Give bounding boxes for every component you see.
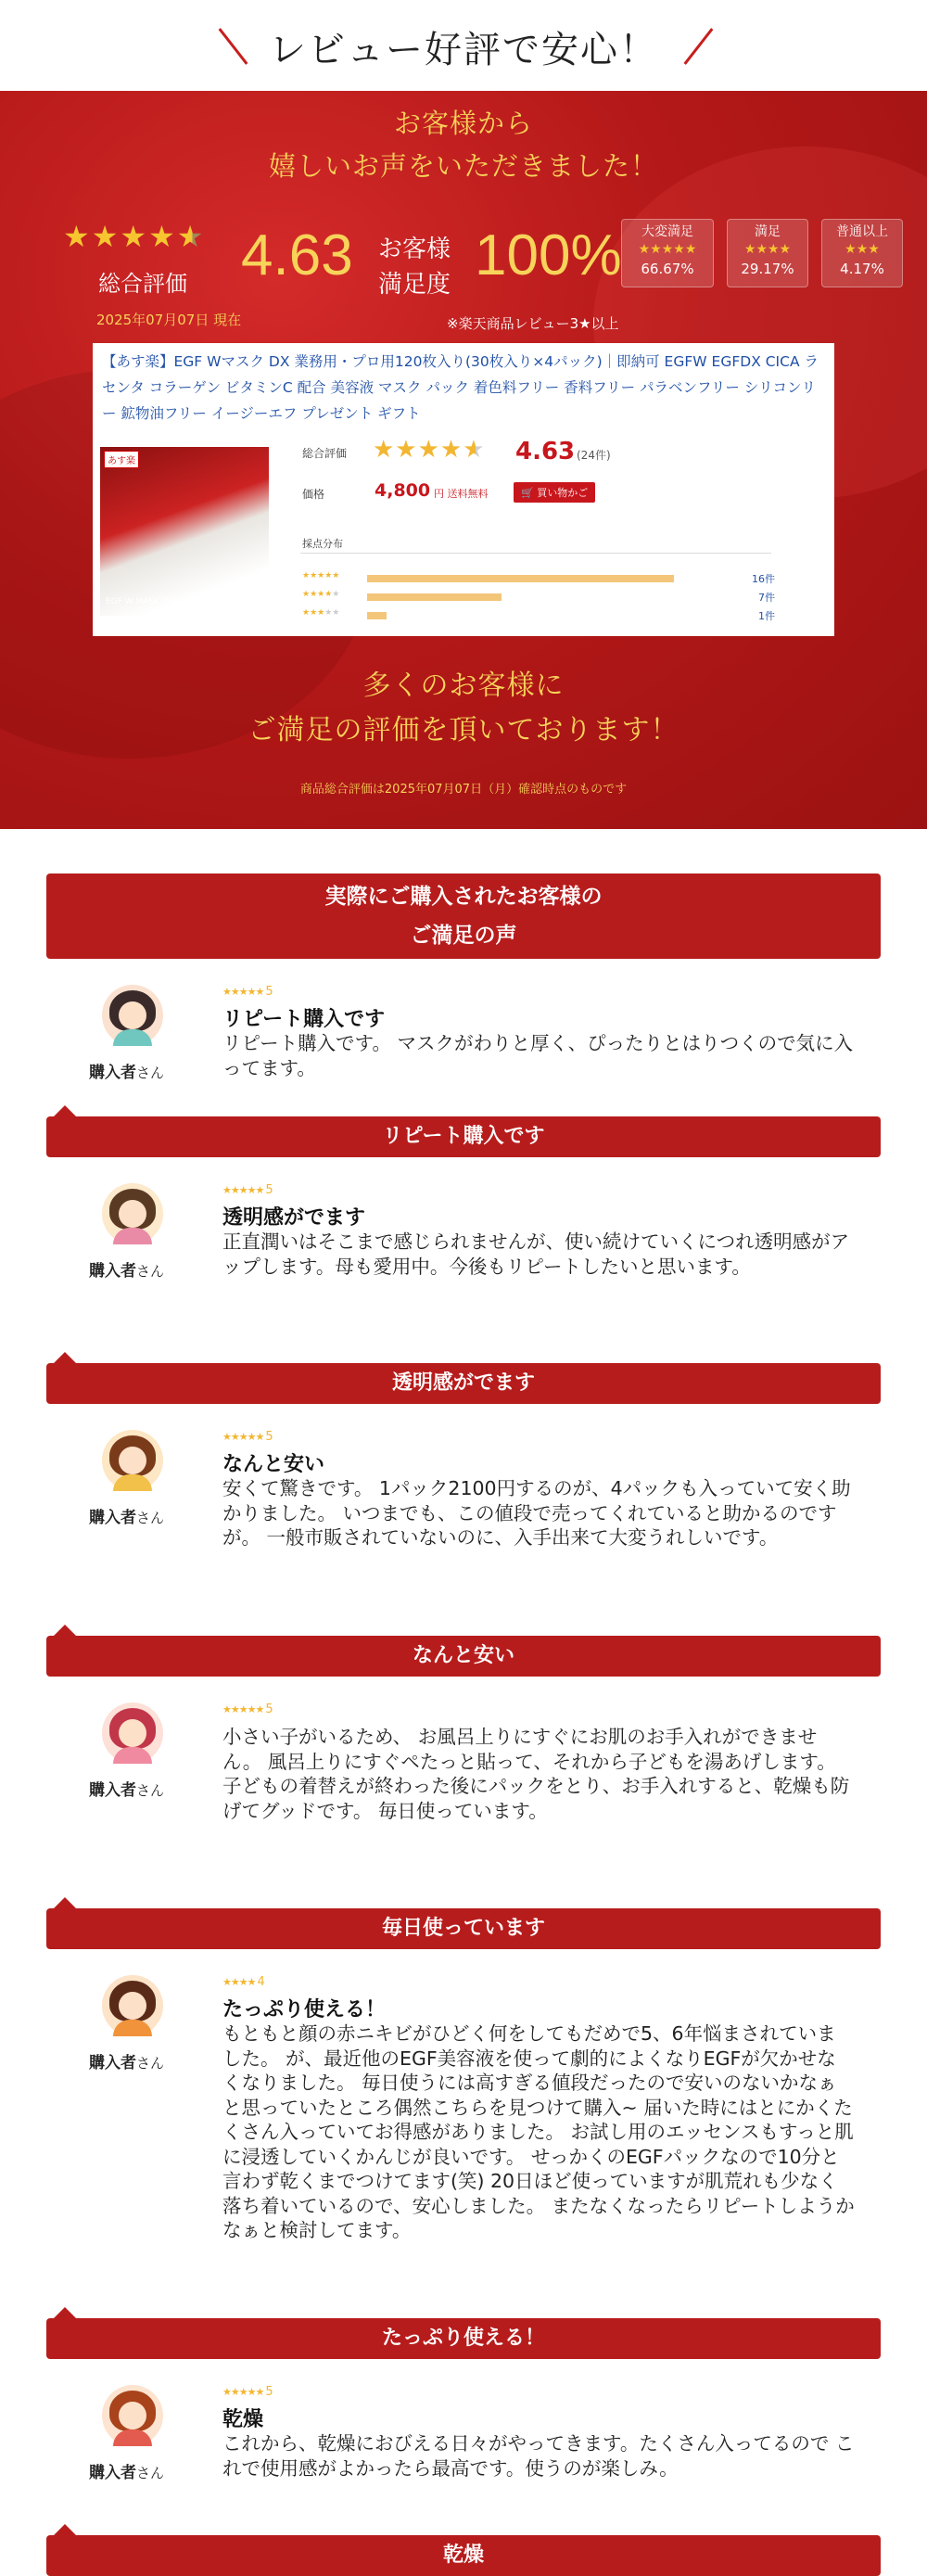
review-stars-icon: ★★★★★ 5: [222, 985, 273, 999]
satisfaction-label-line1: お客様: [378, 236, 451, 263]
avatar-face: [119, 2402, 146, 2429]
breakdown-box: [821, 219, 903, 287]
review-item: [46, 1975, 881, 2359]
average-rating: 4.63: [241, 223, 353, 287]
review-title: リピート購入です: [222, 1008, 386, 1031]
review-rating: 5: [265, 1702, 273, 1716]
satisfaction-value: 100%: [475, 223, 622, 287]
review-stars-icon: ★★★★★ 5: [222, 1702, 273, 1716]
distribution-stars-icon: ★★★★★: [302, 608, 340, 618]
review-stars-icon: ★★★★ 4: [222, 1975, 265, 1989]
satisfaction-note: ※楽天商品レビュー3★以上: [447, 315, 619, 332]
buyer-label: 購入者: [89, 1262, 136, 1281]
avatar-face: [119, 1200, 146, 1228]
buyer-suffix: さん: [136, 2055, 165, 2072]
buyer-label: 購入者: [89, 2464, 136, 2482]
distribution-bar-fill: [367, 575, 674, 582]
buyer-name: [89, 2459, 164, 2482]
add-to-cart-button[interactable]: 🛒 買い物かご: [514, 482, 595, 503]
hero-subtitle: [0, 664, 927, 753]
buyer-label: 購入者: [89, 1781, 136, 1800]
buyer-suffix: さん: [136, 1065, 165, 1081]
shipping-note: 円 送料無料: [434, 488, 489, 500]
distribution-bar: [367, 575, 701, 582]
divider: [300, 553, 771, 554]
avatar-body: [113, 1747, 152, 1764]
distribution-label: 採点分布: [302, 538, 343, 550]
overall-label: 総合評価: [98, 271, 187, 297]
review-body: もともと顔の赤ニキビがひどく何をしてもだめで5、6年悩まされていました。 が、最近他のEGF美容液を使って劇的によくなりEGFが欠かせなくなりました。 毎日使うには高すぎる値段だったので安いのないかなぁと思っていたところ偶然こちらを見つけて購入~ 届いた時にはとにかくたくさん入っていてお得感がありました。 お試し用のエッセンスもすっと肌に浸透していくかんじが良いです。 せっかくのEGFパックなので10分と言わず乾くまでつけてます(笑) 20日ほど使っていますが肌荒れも少なく落ち着いているので、安心しました。 またなくなったらリピートしようかなぁと検討してます。: [222, 2022, 855, 2241]
review-item: [46, 2385, 881, 2576]
avatar: [102, 2385, 163, 2446]
review-rating: 5: [265, 2385, 273, 2399]
breakdown-box: [621, 219, 714, 287]
buyer-name: [89, 1504, 164, 1527]
review-stars-icon: ★★★★★ 5: [222, 1430, 273, 1444]
buyer-suffix: さん: [136, 1510, 165, 1526]
avatar-body: [113, 1228, 152, 1244]
review-body: リピート購入です。 マスクがわりと厚く、ぴったりとはりつくので気に入ってます。: [222, 1032, 854, 1079]
hero-note: 商品総合評価は2025年07月07日（月）確認時点のものです: [299, 783, 628, 797]
review-rating: 4: [257, 1975, 265, 1989]
distribution-bar: [367, 593, 701, 601]
hero-title: [0, 102, 927, 187]
review-summary-bar: たっぷり使える！: [46, 2318, 881, 2359]
distribution-stars-icon: ★★★★★: [302, 590, 340, 599]
breakdown-percent: 4.17%: [840, 261, 884, 277]
review-summary-bar: 乾燥: [46, 2535, 881, 2576]
review-stars-icon: ★★★★★ 5: [222, 2385, 273, 2399]
review-summary-bar: 毎日使っています: [46, 1908, 881, 1949]
distribution-row[interactable]: [302, 608, 775, 623]
avatar: [102, 1975, 163, 2036]
distribution-bar-fill: [367, 612, 387, 619]
distribution-bar-fill: [367, 593, 502, 601]
rating-hero: [0, 91, 927, 829]
section-header: [0, 0, 927, 91]
hero-subtitle-line1: 多くのお客様に: [362, 670, 565, 702]
buyer-suffix: さん: [136, 1263, 165, 1280]
avatar: [102, 1183, 163, 1244]
review-list: [0, 985, 927, 2576]
buyer-name: [89, 1257, 164, 1281]
buyer-name: [89, 1059, 164, 1082]
distribution-row[interactable]: [302, 590, 775, 605]
breakdown-label: 満足: [755, 224, 781, 239]
review-summary-bar: リピート購入です: [46, 1116, 881, 1157]
breakdown-stars-icon: ★★★★★: [638, 242, 697, 257]
distribution-count: 16件: [752, 573, 775, 585]
review-item: [46, 1430, 881, 1677]
review-body: 正直潤いはそこまで感じられませんが、使い続けていくにつれ透明感がアップします。母も愛用中。今後もリピートしたいと思います。: [222, 1231, 850, 1278]
buyer-label: 購入者: [89, 1509, 136, 1527]
rating-label: 総合評価: [302, 447, 348, 460]
avatar: [102, 1430, 163, 1491]
breakdown-label: 普通以上: [836, 224, 888, 239]
review-body: 小さい子がいるため、 お風呂上りにすぐにお肌のお手入れができません。 風呂上りにすぐペたっと貼って、それから子どもを湯あげします。 子どもの着替えが終わった後にパックをとり、お手入れすると、乾燥も防げてグッドです。 毎日使っています。: [222, 1726, 850, 1822]
avatar-body: [113, 2020, 152, 2036]
review-stars-icon: ★★★★★ 5: [222, 1183, 273, 1197]
review-title: たっぷり使える！: [222, 1998, 387, 2021]
satisfaction-label: [378, 232, 451, 302]
distribution-bar: [367, 612, 701, 619]
voices-heading-line2: ご満足の声: [410, 924, 517, 948]
buyer-name: [89, 2049, 164, 2072]
avatar: [102, 1702, 163, 1764]
as-of-date: 2025年07月07日 現在: [96, 312, 242, 328]
avatar-face: [119, 1001, 146, 1029]
hero-title-line2: 嬉しいお声をいただきました！: [268, 150, 658, 182]
breakdown-stars-icon: ★★★★: [743, 242, 792, 257]
delivery-badge: あす楽: [104, 451, 139, 468]
voices-heading-line1: 実際にご購入されたお客様の: [324, 885, 603, 909]
distribution-count: 7件: [758, 592, 775, 604]
review-rating: 5: [265, 1183, 273, 1197]
review-rating: 5: [265, 985, 273, 999]
buyer-name: [89, 1777, 164, 1800]
avatar-body: [113, 2429, 152, 2446]
buyer-label: 購入者: [89, 2054, 136, 2072]
breakdown-percent: 66.67%: [641, 261, 694, 277]
review-title: なんと安い: [222, 1453, 325, 1476]
review-item: [46, 985, 881, 1157]
review-title: 乾燥: [222, 2408, 264, 2431]
product-rating: 4.63: [515, 438, 576, 465]
voices-heading: [46, 874, 881, 959]
buyer-label: 購入者: [89, 1064, 136, 1082]
product-price: 4,800: [375, 480, 431, 501]
hero-title-line1: お客様から: [393, 108, 533, 139]
price-label: 価格: [302, 488, 325, 501]
distribution-row[interactable]: [302, 571, 775, 586]
product-stars-icon: ★★★★★: [373, 436, 486, 464]
rating-summary: [0, 219, 927, 330]
review-summary-bar: 透明感がでます: [46, 1363, 881, 1404]
avatar-body: [113, 1029, 152, 1046]
review-summary-bar: なんと安い: [46, 1636, 881, 1677]
review-item: [46, 1702, 881, 1949]
buyer-suffix: さん: [136, 2465, 165, 2481]
product-card: [93, 343, 834, 636]
product-image[interactable]: [100, 447, 269, 616]
distribution-count: 1件: [758, 610, 775, 622]
buyer-suffix: さん: [136, 1782, 165, 1799]
rating-breakdown: [621, 219, 903, 287]
breakdown-box: [727, 219, 808, 287]
breakdown-stars-icon: ★★★: [844, 242, 880, 257]
review-title: 透明感がでます: [222, 1206, 366, 1230]
avatar-body: [113, 1474, 152, 1491]
review-item: [46, 1183, 881, 1404]
satisfaction-label-line2: 満足度: [378, 271, 451, 299]
product-image-tag: EGF W MASK DX: [106, 597, 174, 606]
page-title: レビュー好評で安心！: [269, 29, 658, 71]
breakdown-label: 大変満足: [641, 224, 693, 239]
review-body: これから、乾燥におびえる日々がやってきます。たくさん入ってるので これで使用感がよかったら最高です。使うのが楽しみ。: [222, 2432, 855, 2480]
overall-stars-icon: ★★★★★: [63, 219, 206, 254]
product-title-link[interactable]: 【あす楽】EGF Wマスク DX 業務用・プロ用120枚入り(30枚入り×4パック)｜即納可 EGFW EGFDX CICA ラセンタ コラーゲン ビタミンC 配合 美容液 マスク パック 着色料フリー 香料フリー パラベンフリー シリコンリー 鉱物油フリー イージーエフ プレゼント ギフト: [102, 353, 819, 422]
review-rating: 5: [265, 1430, 273, 1444]
review-count-link[interactable]: (24件): [577, 449, 611, 462]
avatar-face: [119, 1992, 146, 2020]
breakdown-percent: 29.17%: [741, 261, 794, 277]
avatar-face: [119, 1719, 146, 1747]
hero-subtitle-line2: ご満足の評価を頂いております！: [248, 714, 679, 746]
avatar: [102, 985, 163, 1046]
avatar-face: [119, 1447, 146, 1474]
review-body: 安くて驚きです。 1パック2100円するのが、4パックも入っていて安く助かりました。 いつまでも、この値段で売ってくれていると助かるのですが。 一般市販されていないのに、入手出来て大変うれしいです。: [222, 1477, 851, 1549]
distribution-stars-icon: ★★★★★: [302, 571, 340, 580]
